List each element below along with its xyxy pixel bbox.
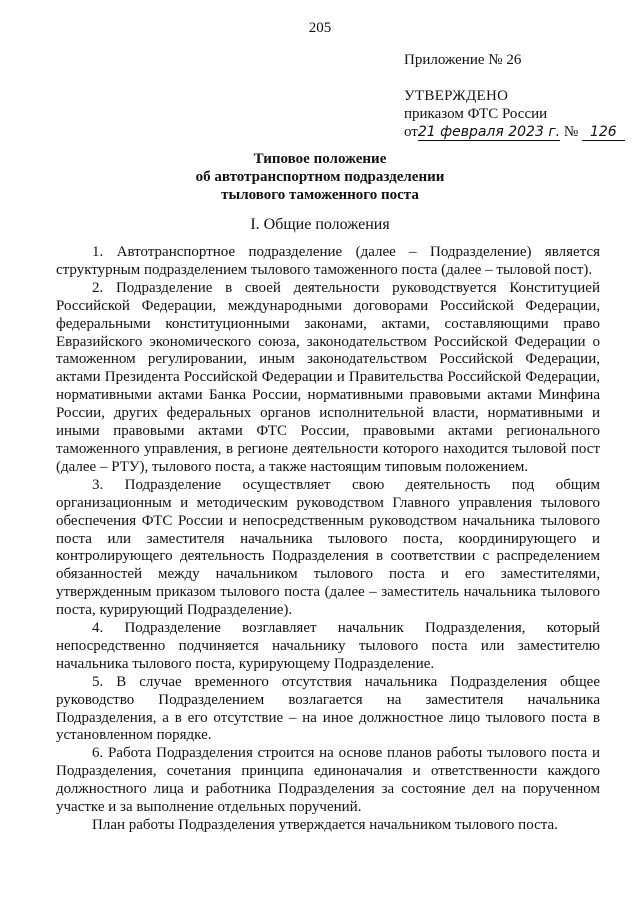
title-line-1: Типовое положение bbox=[253, 151, 387, 167]
order-label: приказом ФТС России bbox=[404, 106, 548, 122]
appendix-label: Приложение № 26 bbox=[404, 52, 522, 68]
number-label: № bbox=[563, 124, 579, 140]
approved-label: УТВЕРЖДЕНО bbox=[404, 88, 509, 104]
title-line-3: тылового таможенного поста bbox=[221, 187, 419, 203]
from-label: от bbox=[404, 124, 418, 140]
paragraph-2: 2. Подразделение в своей деятельности руководствуется Конституцией Российской Федерации, международными договорами Российской Федерации, федеральными конституционными законами, актами, составляющими право Евразийского экономического союза, законодательством Российской Федерации о таможенном регулировании, иным законодательством Российской Федерации, актами Президента Российской Федерации и Правительства Российской Федерации, нормативными актами Банка России, нормативными правовыми актами Минфина России, других федеральных органов исполнительной власти, нормативными и иными правовыми актами ФТС России, правовыми актами регионального таможенного управления, в регионе деятельности которого находится тыловой пост (далее – РТУ), тылового поста, а также настоящим типовым положением. bbox=[56, 279, 600, 475]
document-title bbox=[0, 150, 640, 204]
body-text bbox=[56, 244, 600, 835]
page-number: 205 bbox=[308, 20, 332, 36]
section-title: I. Общие положения bbox=[250, 216, 390, 233]
paragraph-4: 4. Подразделение возглавляет начальник Подразделения, который непосредственно подчиняется начальнику тылового поста или заместителю начальника тылового поста, курирующему Подразделение. bbox=[56, 620, 600, 672]
paragraph-7: План работы Подразделения утверждается начальником тылового поста. bbox=[92, 817, 558, 833]
approval-stamp bbox=[404, 87, 625, 141]
paragraph-1: 1. Автотранспортное подразделение (далее – Подразделение) является структурным подразделением тылового таможенного поста (далее – тыловой пост). bbox=[56, 244, 600, 278]
paragraph-3: 3. Подразделение осуществляет свою деятельность под общим организационным и методическим руководством Главного управления тылового обеспечения ФТС России и непосредственным руководством начальника тылового поста или заместителя начальника тылового поста, координирующего и контролирующего деятельность Подразделения в соответствии с распределением обязанностей между начальником тылового поста и его заместителями, утвержденным приказом тылового поста (далее – заместитель начальника тылового поста, курирующий Подразделение). bbox=[56, 476, 600, 619]
order-date: 21 февраля 2023 г. bbox=[417, 124, 561, 140]
order-number: 126 bbox=[582, 124, 625, 141]
paragraph-5: 5. В случае временного отсутствия начальника Подразделения общее руководство Подразделением возлагается на заместителя начальника Подразделения, а в его отсутствие – на иное должностное лицо тылового поста в установленном порядке. bbox=[56, 673, 600, 744]
title-line-2: об автотранспортном подразделении bbox=[195, 169, 445, 185]
order-date-line bbox=[404, 123, 625, 141]
paragraph-6: 6. Работа Подразделения строится на основе планов работы тылового поста и Подразделения, сочетания принципа единоначалия и ответственности каждого должностного лица и работника Подразделения за состояние дел на порученном участке и за выполнение отдельных поручений. bbox=[56, 745, 600, 816]
